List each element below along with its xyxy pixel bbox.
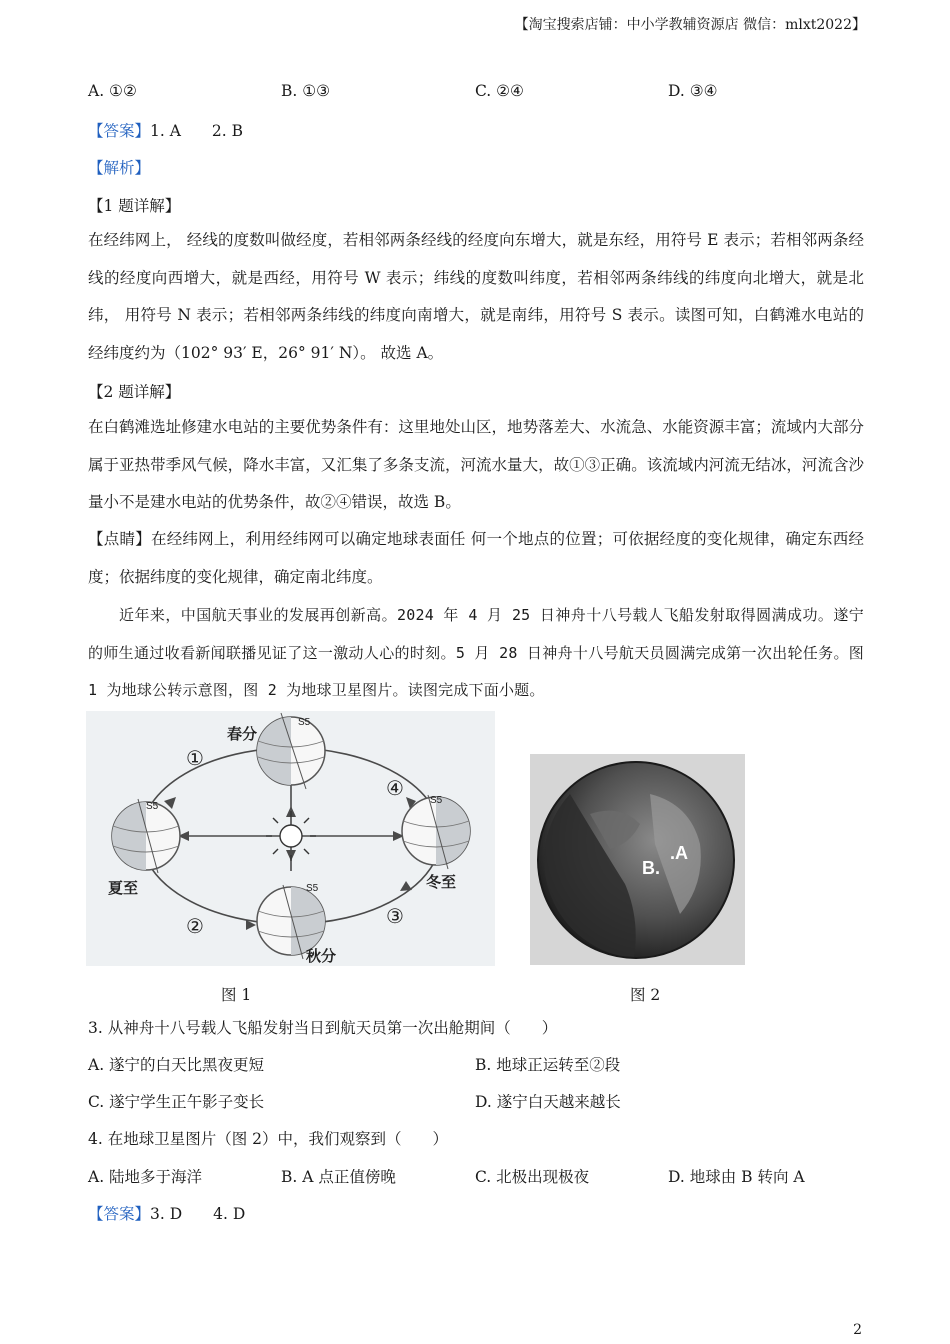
question-4-stem: 4. 在地球卫星图片（图 2）中，我们观察到（ ） (88, 1130, 449, 1148)
tip-block (88, 521, 864, 596)
prev-option-b: B. ①③ (281, 82, 331, 100)
figure-2-caption: 图 2 (630, 986, 661, 1004)
answer-line-1 (88, 119, 243, 141)
label-summer: 夏至 (108, 880, 139, 897)
detail-2-text: 在白鹤滩选址修建水电站的主要优势条件有：这里地处山区，地势落差大、水流急、水能资源丰富；流域内大部分属于亚热带季风气候，降水丰富，又汇集了多条支流，河流水量大，故①③正确。该流域内河流无结冰，河流含沙量小不是建水电站的优势条件，故②④错误，故选 B。 (88, 418, 864, 511)
pole-label-spring: S5 (298, 717, 311, 728)
label-segment-4: ④ (386, 778, 404, 800)
answer-text: 1. A 2. B (150, 122, 244, 140)
pole-label-autumn: S5 (306, 883, 319, 894)
prev-option-c: C. ②④ (475, 82, 524, 100)
detail-1-tag: 【1 题详解】 (88, 197, 181, 215)
prev-option-a: A. ①② (88, 82, 137, 100)
figure-2-satellite (530, 754, 745, 965)
q4-option-c: C. 北极出现极夜 (475, 1168, 590, 1186)
q3-option-d: D. 遂宁白天越来越长 (475, 1093, 621, 1111)
label-winter: 冬至 (426, 874, 457, 891)
pole-label-summer: S5 (146, 801, 159, 812)
pole-label-winter: S5 (430, 795, 443, 806)
q3-option-b: B. 地球正运转至②段 (475, 1056, 621, 1074)
point-b-label: B. (642, 858, 660, 878)
answer-tag: 【答案】 (88, 122, 151, 140)
satellite-earth-image (530, 754, 745, 965)
answer-text-2: 3. D 4. D (150, 1205, 246, 1223)
label-spring: 春分 (227, 726, 258, 743)
q4-option-b: B. A 点正值傍晚 (281, 1168, 396, 1186)
tip-text: 在经纬网上，利用经纬网可以确定地球表面任 何一个地点的位置；可依据经度的变化规律，确定东西经度；依据纬度的变化规律，确定南北纬度。 (88, 530, 864, 586)
q3-option-a: A. 遂宁的白天比黑夜更短 (88, 1056, 265, 1074)
q3-option-c: C. 遂宁学生正午影子变长 (88, 1093, 265, 1111)
answer-tag-2: 【答案】 (88, 1205, 151, 1223)
label-autumn: 秋分 (306, 948, 337, 965)
label-segment-1: ① (186, 748, 204, 770)
question-3-stem: 3. 从神舟十八号载人飞船发射当日到航天员第一次出舱期间（ ） (88, 1019, 558, 1037)
figure-1-caption: 图 1 (221, 986, 252, 1004)
label-segment-3: ③ (386, 906, 404, 928)
page-header: 【淘宝搜索店铺：中小学教辅资源店 微信：mlxt2022】 (514, 17, 866, 33)
label-segment-2: ② (186, 916, 204, 938)
q4-option-a: A. 陆地多于海洋 (88, 1168, 203, 1186)
analysis-tag: 【解析】 (88, 159, 151, 177)
answer-line-2 (88, 1202, 245, 1224)
page-number: 2 (853, 1322, 862, 1338)
intro-passage: 近年来，中国航天事业的发展再创新高。2024 年 4 月 25 日神舟十八号载人飞船发射取得圆满成功。遂宁的师生通过收看新闻联播见证了这一激动人心的时刻。5 月 28 日神舟十八号航天员圆满完成第一次出轮任务。图 1 为地球公转示意图，图 2 为地球卫星图片。读图完成下面小题。 (88, 606, 864, 699)
detail-2-tag: 【2 题详解】 (88, 383, 181, 401)
point-a-label: .A (670, 843, 688, 863)
revolution-diagram (86, 711, 495, 966)
q4-option-d: D. 地球由 B 转向 A (668, 1168, 805, 1186)
tip-tag: 【点睛】 (88, 530, 151, 548)
detail-1-text: 在经纬网上， 经线的度数叫做经度，若相邻两条经线的经度向东增大，就是东经，用符号 E 表示；若相邻两条经线的经度向西增大，就是西经，用符号 W 表示；纬线的度数叫纬度，若相邻两条纬线的纬度向北增大，就是北纬， 用符号 N 表示；若相邻两条纬线的纬度向南增大，就是南纬，用符号 S 表示。读图可知，白鹤滩水电站的经纬度约为（102° 93′ E，26° 91′ N）。 故选 A。 (88, 231, 864, 362)
figure-1-revolution (86, 711, 495, 966)
prev-option-d: D. ③④ (668, 82, 718, 100)
